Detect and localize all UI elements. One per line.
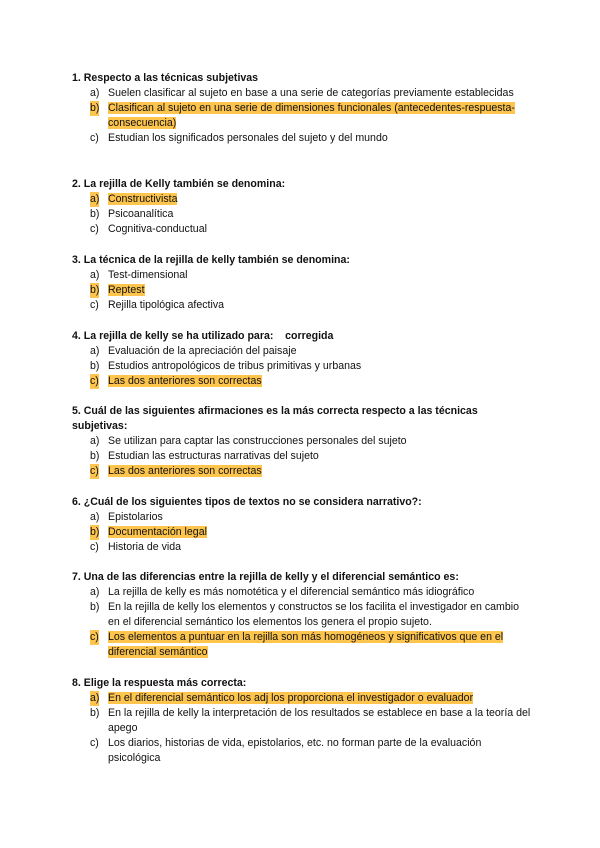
question-2 xyxy=(72,177,532,237)
answer-list xyxy=(72,585,532,660)
option-letter: b) xyxy=(90,284,100,296)
option-letter: b) xyxy=(90,526,100,538)
option-letter: c) xyxy=(90,299,99,311)
answer-option xyxy=(72,222,532,237)
answer-list xyxy=(72,344,532,389)
question-title: 8. Elige la respuesta más correcta: xyxy=(72,677,247,689)
option-text: Documentación legal xyxy=(108,526,207,538)
option-text: Cognitiva-conductual xyxy=(108,223,207,235)
answer-option-highlighted xyxy=(72,374,532,389)
answer-list xyxy=(72,192,532,237)
question-3 xyxy=(72,253,532,313)
question-title: 2. La rejilla de Kelly también se denomina: xyxy=(72,178,286,190)
answer-option-highlighted xyxy=(72,691,532,706)
answer-option-highlighted xyxy=(72,525,532,540)
question-4 xyxy=(72,329,532,389)
answer-option xyxy=(72,344,532,359)
question-8 xyxy=(72,676,532,766)
answer-option xyxy=(72,540,532,555)
option-letter: a) xyxy=(90,586,100,598)
answer-option xyxy=(72,736,532,766)
option-text: Estudios antropológicos de tribus primitivas y urbanas xyxy=(108,360,362,372)
option-letter: b) xyxy=(90,450,100,462)
option-letter: c) xyxy=(90,737,99,749)
answer-list xyxy=(72,268,532,313)
question-6 xyxy=(72,495,532,555)
option-text: Psicoanalítica xyxy=(108,208,174,220)
question-title: 1. Respecto a las técnicas subjetivas xyxy=(72,72,259,84)
answer-option-highlighted xyxy=(72,101,532,131)
option-letter: a) xyxy=(90,269,100,281)
answer-option xyxy=(72,86,532,101)
question-5 xyxy=(72,404,532,479)
option-text: Clasifican al sujeto en una serie de dimensiones funcionales (antecedentes-respuesta-consecuencia) xyxy=(108,102,515,129)
option-letter: a) xyxy=(90,345,100,357)
option-letter: a) xyxy=(90,692,100,704)
answer-list xyxy=(72,434,532,479)
option-text: Test-dimensional xyxy=(108,269,188,281)
question-1 xyxy=(72,71,532,146)
answer-list xyxy=(72,510,532,555)
option-letter: a) xyxy=(90,193,100,205)
answer-list xyxy=(72,691,532,766)
option-text: En la rejilla de kelly la interpretación de los resultados se establece en base a la teoría del apego xyxy=(108,707,531,734)
option-text: Los diarios, historias de vida, epistolarios, etc. no forman parte de la evaluación psicológica xyxy=(108,737,482,764)
option-letter: b) xyxy=(90,208,100,220)
answer-option xyxy=(72,585,532,600)
option-text: Se utilizan para captar las construcciones personales del sujeto xyxy=(108,435,407,447)
question-title: 7. Una de las diferencias entre la rejilla de kelly y el diferencial semántico es: xyxy=(72,571,459,583)
option-text: La rejilla de kelly es más nomotética y el diferencial semántico más idiográfico xyxy=(108,586,475,598)
option-letter: c) xyxy=(90,132,99,144)
answer-option xyxy=(72,207,532,222)
answer-option-highlighted xyxy=(72,630,532,660)
option-text: Estudian los significados personales del sujeto y del mundo xyxy=(108,132,388,144)
option-letter: a) xyxy=(90,435,100,447)
answer-option xyxy=(72,131,532,146)
answer-list xyxy=(72,86,532,146)
option-letter: b) xyxy=(90,360,100,372)
answer-option xyxy=(72,359,532,374)
option-text: Las dos anteriores son correctas xyxy=(108,465,262,477)
option-text: Las dos anteriores son correctas xyxy=(108,375,262,387)
option-text: Rejilla tipológica afectiva xyxy=(108,299,225,311)
answer-option xyxy=(72,600,532,630)
option-text: Los elementos a puntuar en la rejilla son más homogéneos y significativos que en el diferencial semántico xyxy=(108,631,504,658)
option-text: Reptest xyxy=(108,284,145,296)
option-text: En el diferencial semántico los adj los proporciona el investigador o evaluador xyxy=(108,692,474,704)
option-text: Estudian las estructuras narrativas del sujeto xyxy=(108,450,319,462)
option-letter: a) xyxy=(90,511,100,523)
option-text: Historia de vida xyxy=(108,541,182,553)
option-text: En la rejilla de kelly los elementos y constructos se los facilita el investigador en cambio en el diferencial semántico los elementos los genera el propio sujeto. xyxy=(108,601,519,628)
question-title: 5. Cuál de las siguientes afirmaciones es la más correcta respecto a las técnicas subjetivas: xyxy=(72,405,478,432)
option-letter: c) xyxy=(90,465,99,477)
option-letter: b) xyxy=(90,601,100,613)
option-text: Evaluación de la apreciación del paisaje xyxy=(108,345,297,357)
option-letter: c) xyxy=(90,631,99,643)
option-letter: c) xyxy=(90,375,99,387)
answer-option xyxy=(72,434,532,449)
question-7 xyxy=(72,570,532,660)
option-text: Suelen clasificar al sujeto en base a una serie de categorías previamente establecidas xyxy=(108,87,514,99)
option-letter: b) xyxy=(90,102,100,114)
option-letter: c) xyxy=(90,223,99,235)
answer-option-highlighted xyxy=(72,464,532,479)
question-title: 6. ¿Cuál de los siguientes tipos de textos no se considera narrativo?: xyxy=(72,496,422,508)
answer-option xyxy=(72,510,532,525)
answer-option xyxy=(72,706,532,736)
option-text: Epistolarios xyxy=(108,511,163,523)
answer-option-highlighted xyxy=(72,192,532,207)
answer-option xyxy=(72,268,532,283)
option-letter: a) xyxy=(90,87,100,99)
answer-option-highlighted xyxy=(72,283,532,298)
option-text: Constructivista xyxy=(108,193,178,205)
question-title: 4. La rejilla de kelly se ha utilizado para: corregida xyxy=(72,330,334,342)
answer-option xyxy=(72,449,532,464)
answer-option xyxy=(72,298,532,313)
question-title: 3. La técnica de la rejilla de kelly también se denomina: xyxy=(72,254,350,266)
option-letter: b) xyxy=(90,707,100,719)
option-letter: c) xyxy=(90,541,99,553)
